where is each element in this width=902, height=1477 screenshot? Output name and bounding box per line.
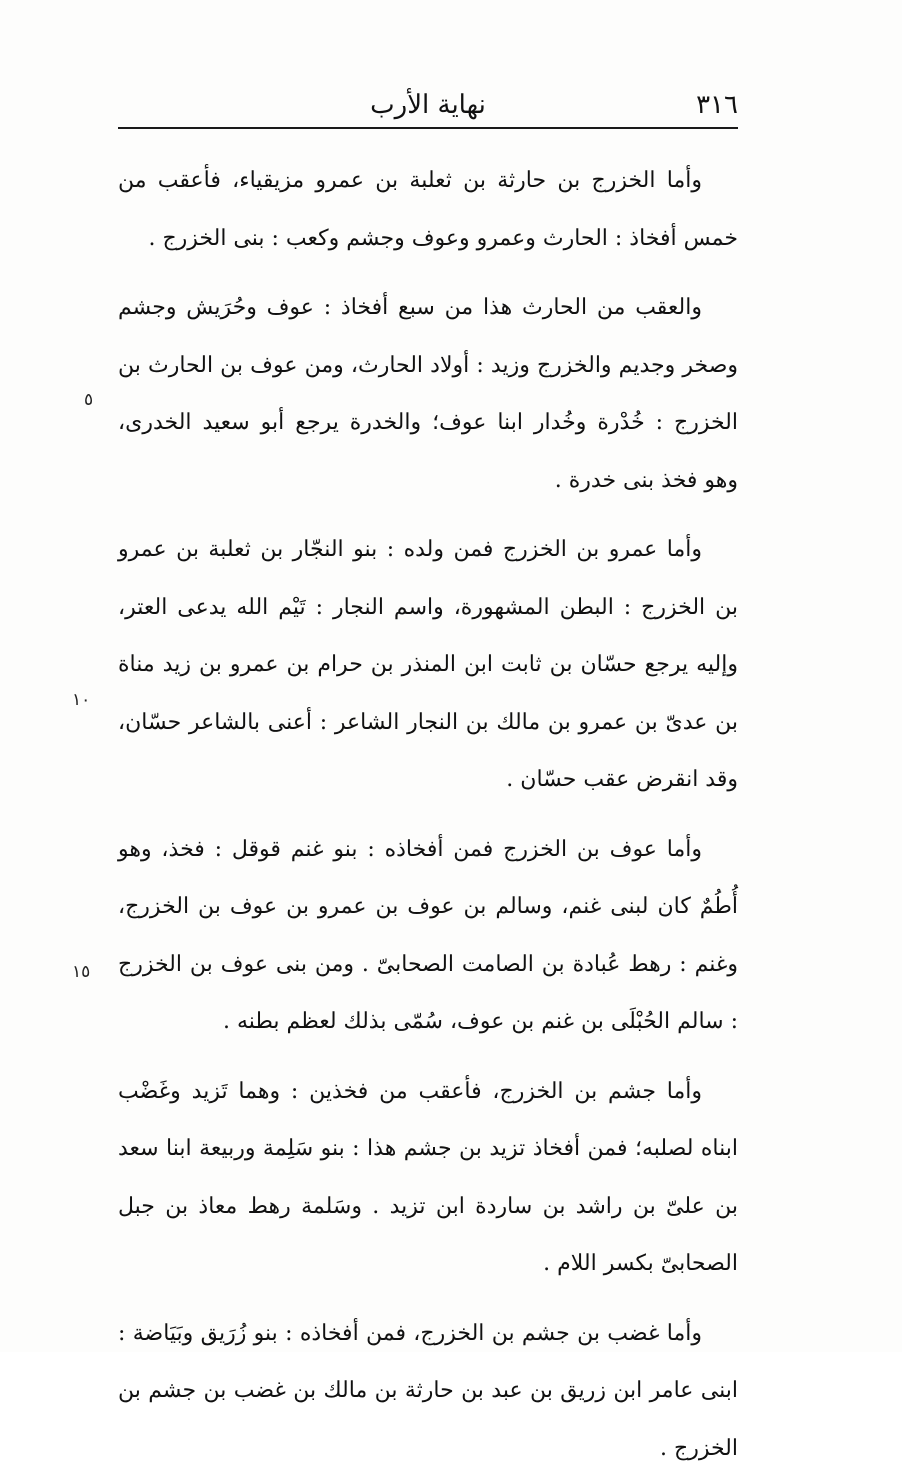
page-number: ٣١٦ <box>696 84 738 126</box>
paragraph-harith-branches: والعقب من الحارث هذا من سبع أفخاذ : عوف وحُرَيش وجشم وصخر وجديم والخزرج وزيد : أولاد الحارث، ومن عوف بن الحارث بن الخزرج : خُدْرة وخُدار ابنا عوف؛ والخدرة يرجع أبو سعيد الخدرى، وهو فخذ بنى خدرة . <box>118 279 738 509</box>
paragraph-awf-branches: وأما عوف بن الخزرج فمن أفخاذه : بنو غنم قوقل : فخذ، وهو أُطُمٌ كان لبنى غنم، وسالم بن عوف بن عمرو بن عوف بن الخزرج، وغنم : رهط عُبادة بن الصامت الصحابىّ . ومن بنى عوف بن الخزرج : سالم الحُبْلَى بن غنم بن عوف، سُمّى بذلك لعظم بطنه . <box>118 821 738 1051</box>
paragraph-amr-najjar: وأما عمرو بن الخزرج فمن ولده : بنو النجّار بن ثعلبة بن عمرو بن الخزرج : البطن المشهورة، واسم النجار : تَيْم الله يدعى العتر، وإليه يرجع حسّان بن ثابت ابن المنذر بن حرام بن عمرو بن زيد مناة بن عدىّ بن عمرو بن مالك بن النجار الشاعر : أعنى بالشاعر حسّان، وقد انقرض عقب حسّان . <box>118 521 738 809</box>
line-number-marker: ٥ <box>84 390 93 410</box>
line-number-marker: ١٠ <box>72 690 90 710</box>
header-rule <box>118 127 738 129</box>
body-text <box>118 152 738 1477</box>
book-title: نهاية الأرب <box>118 84 738 126</box>
running-head <box>118 84 738 126</box>
line-number-marker: ١٥ <box>72 962 90 982</box>
paragraph-jusham-branches: وأما جشم بن الخزرج، فأعقب من فخذين : وهما تَزيد وغَضْب ابناه لصلبه؛ فمن أفخاذ تزيد بن جشم هذا : بنو سَلِمة وربيعة ابنا سعد بن علىّ بن راشد بن ساردة ابن تزيد . وسَلمة رهط معاذ بن جبل الصحابىّ بكسر اللام . <box>118 1063 738 1293</box>
paragraph-ghadb-branches: وأما غضب بن جشم بن الخزرج، فمن أفخاذه : بنو زُرَيق وبَيَاضة : ابنى عامر ابن زريق بن عبد بن حارثة بن مالك بن غضب بن جشم بن الخزرج . <box>118 1305 738 1477</box>
paragraph-khazraj-sons: وأما الخزرج بن حارثة بن ثعلبة بن عمرو مزيقياء، فأعقب من خمس أفخاذ : الحارث وعمرو وعوف وجشم وكعب : بنى الخزرج . <box>118 152 738 267</box>
